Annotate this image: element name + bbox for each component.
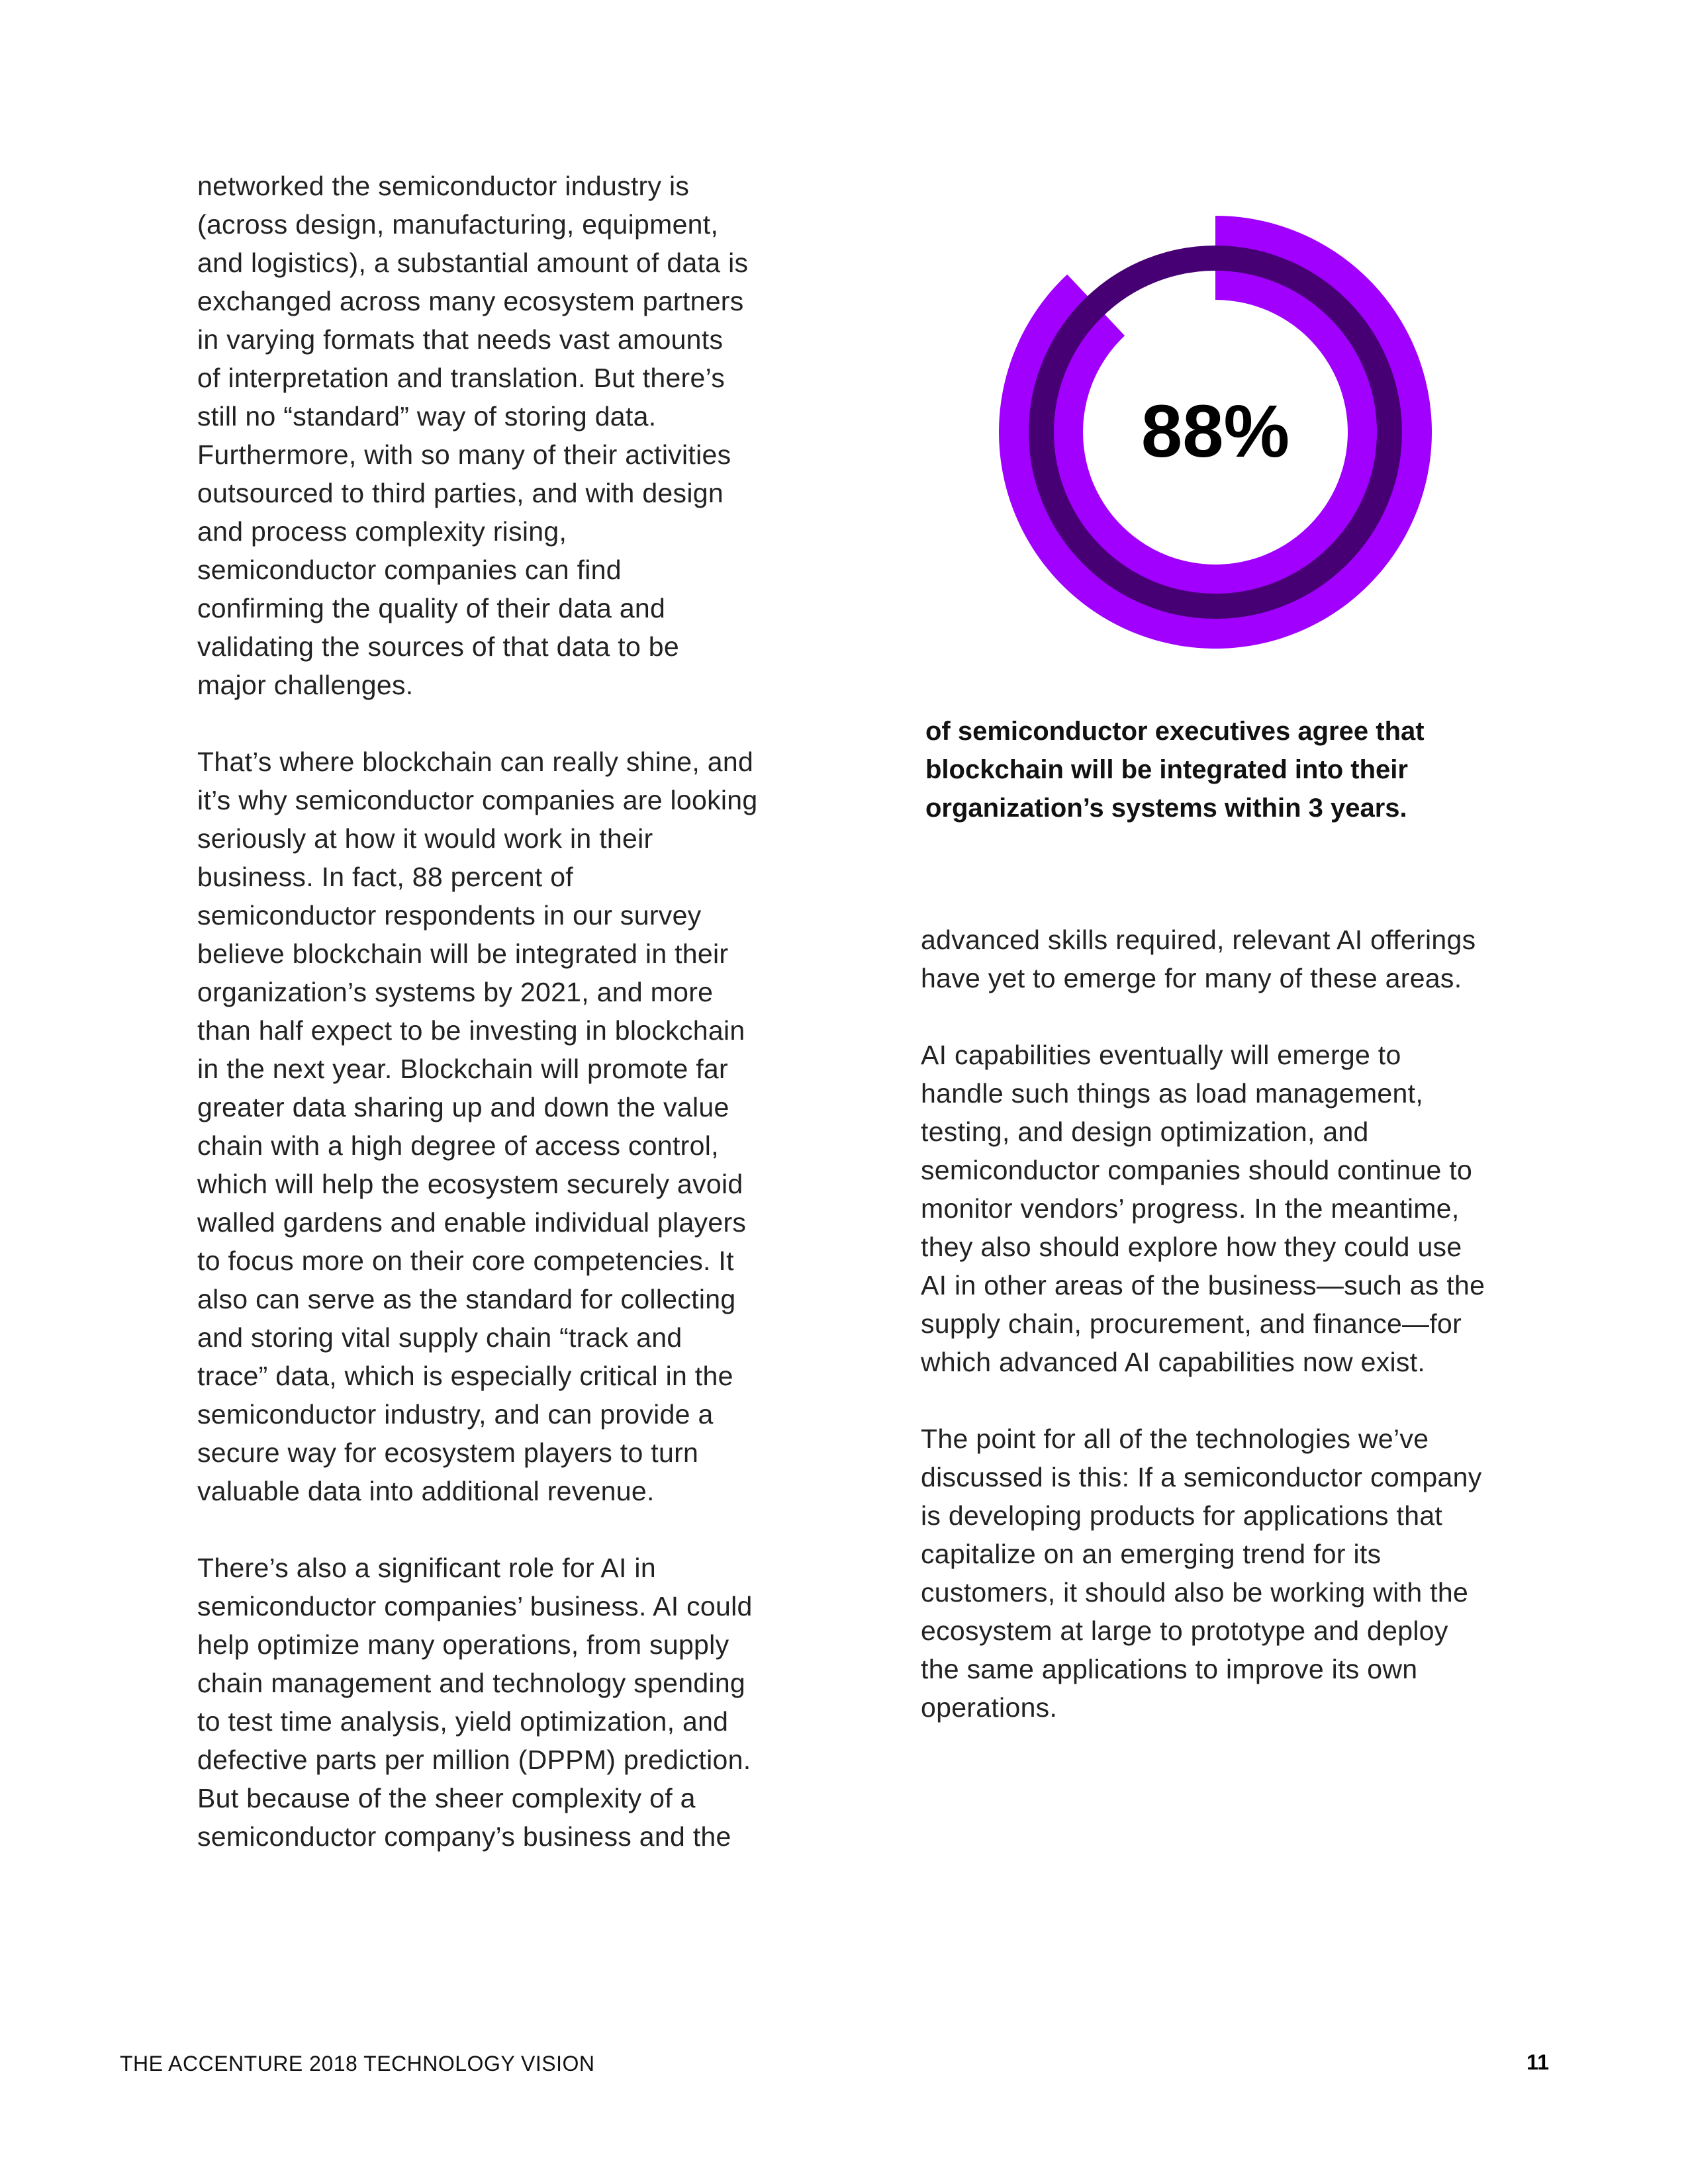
text-line: in the next year. Blockchain will promote far — [197, 1054, 728, 1084]
text-line: major challenges. — [197, 670, 414, 700]
text-line: semiconductor companies should continue to — [921, 1155, 1473, 1185]
text-line: the same applications to improve its own — [921, 1654, 1418, 1684]
text-line: seriously at how it would work in their — [197, 823, 653, 854]
text-line: have yet to emerge for many of these areas. — [921, 963, 1462, 993]
text-line: There’s also a significant role for AI in — [197, 1553, 656, 1583]
text-line: semiconductor company’s business and the — [197, 1821, 731, 1852]
text-line: defective parts per million (DPPM) prediction. — [197, 1745, 751, 1775]
text-line: validating the sources of that data to be — [197, 631, 679, 662]
text-line: also can serve as the standard for collecting — [197, 1284, 736, 1314]
text-line: customers, it should also be working with the — [921, 1577, 1469, 1608]
text-line: testing, and design optimization, and — [921, 1116, 1369, 1147]
text-line: advanced skills required, relevant AI offerings — [921, 925, 1476, 955]
text-line: discussed is this: If a semiconductor company — [921, 1462, 1482, 1492]
text-line: semiconductor industry, and can provide a — [197, 1399, 714, 1430]
text-line: and logistics), a substantial amount of data is — [197, 248, 749, 278]
text-line: Furthermore, with so many of their activities — [197, 439, 731, 470]
text-line: outsourced to third parties, and with design — [197, 478, 724, 508]
stat-donut-chart — [960, 185, 1436, 662]
text-line: AI capabilities eventually will emerge to — [921, 1040, 1401, 1070]
stat-value: 88% — [1141, 390, 1290, 473]
text-line: is developing products for applications that — [921, 1500, 1443, 1531]
text-line: to focus more on their core competencies. It — [197, 1246, 734, 1276]
text-line: trace” data, which is especially critical in the — [197, 1361, 733, 1391]
text-line: operations. — [921, 1692, 1058, 1723]
text-line: they also should explore how they could use — [921, 1232, 1462, 1262]
text-line: valuable data into additional revenue. — [197, 1476, 655, 1506]
paragraph — [921, 921, 1485, 997]
text-line: business. In fact, 88 percent of — [197, 862, 573, 892]
text-line: monitor vendors’ progress. In the meantime, — [921, 1193, 1460, 1224]
text-line: (across design, manufacturing, equipment, — [197, 209, 719, 240]
text-line: which will help the ecosystem securely avoid — [197, 1169, 743, 1199]
text-line: still no “standard” way of storing data. — [197, 401, 657, 432]
text-line: That’s where blockchain can really shine, and — [197, 747, 754, 777]
text-line: believe blockchain will be integrated in their — [197, 938, 729, 969]
text-line: organization’s systems by 2021, and more — [197, 977, 714, 1007]
text-line: it’s why semiconductor companies are looking — [197, 785, 758, 815]
footer-title: THE ACCENTURE 2018 TECHNOLOGY VISION — [120, 2052, 595, 2075]
page-number: 11 — [1526, 2050, 1549, 2074]
text-line: supply chain, procurement, and finance—for — [921, 1308, 1462, 1339]
paragraph — [921, 1420, 1485, 1727]
text-line: capitalize on an emerging trend for its — [921, 1539, 1382, 1569]
text-line: confirming the quality of their data and — [197, 593, 666, 623]
text-line: secure way for ecosystem players to turn — [197, 1437, 699, 1468]
text-line: The point for all of the technologies we’ve — [921, 1424, 1429, 1454]
paragraph — [197, 1549, 758, 1856]
text-line: AI in other areas of the business—such as the — [921, 1270, 1485, 1300]
text-line: networked the semiconductor industry is — [197, 171, 690, 201]
text-line: and process complexity rising, — [197, 516, 567, 547]
text-line: of semiconductor executives agree that — [925, 717, 1425, 746]
text-line: chain with a high degree of access control, — [197, 1130, 719, 1161]
text-line: organization’s systems within 3 years. — [925, 794, 1407, 823]
text-line: blockchain will be integrated into their — [925, 755, 1408, 784]
text-line: semiconductor companies’ business. AI could — [197, 1591, 753, 1621]
text-line: than half expect to be investing in blockchain — [197, 1015, 745, 1046]
text-line: greater data sharing up and down the value — [197, 1092, 729, 1122]
text-line: to test time analysis, yield optimization, and — [197, 1706, 729, 1737]
text-line: exchanged across many ecosystem partners — [197, 286, 744, 316]
text-line: and storing vital supply chain “track and — [197, 1322, 682, 1353]
text-line: chain management and technology spending — [197, 1668, 746, 1698]
paragraph — [197, 743, 758, 1510]
text-line: in varying formats that needs vast amounts — [197, 324, 724, 355]
text-line: But because of the sheer complexity of a — [197, 1783, 696, 1813]
text-line: walled gardens and enable individual players — [197, 1207, 747, 1238]
stat-caption — [925, 712, 1425, 827]
right-column — [921, 921, 1485, 1765]
text-line: help optimize many operations, from supply — [197, 1629, 729, 1660]
text-line: which advanced AI capabilities now exist. — [921, 1347, 1426, 1377]
left-column — [197, 167, 758, 1894]
text-line: ecosystem at large to prototype and deploy — [921, 1615, 1448, 1646]
text-line: semiconductor respondents in our survey — [197, 900, 702, 931]
paragraph — [921, 1036, 1485, 1381]
paragraph — [197, 167, 758, 704]
text-line: of interpretation and translation. But there’s — [197, 363, 726, 393]
text-line: handle such things as load management, — [921, 1078, 1424, 1109]
text-line: semiconductor companies can find — [197, 555, 622, 585]
